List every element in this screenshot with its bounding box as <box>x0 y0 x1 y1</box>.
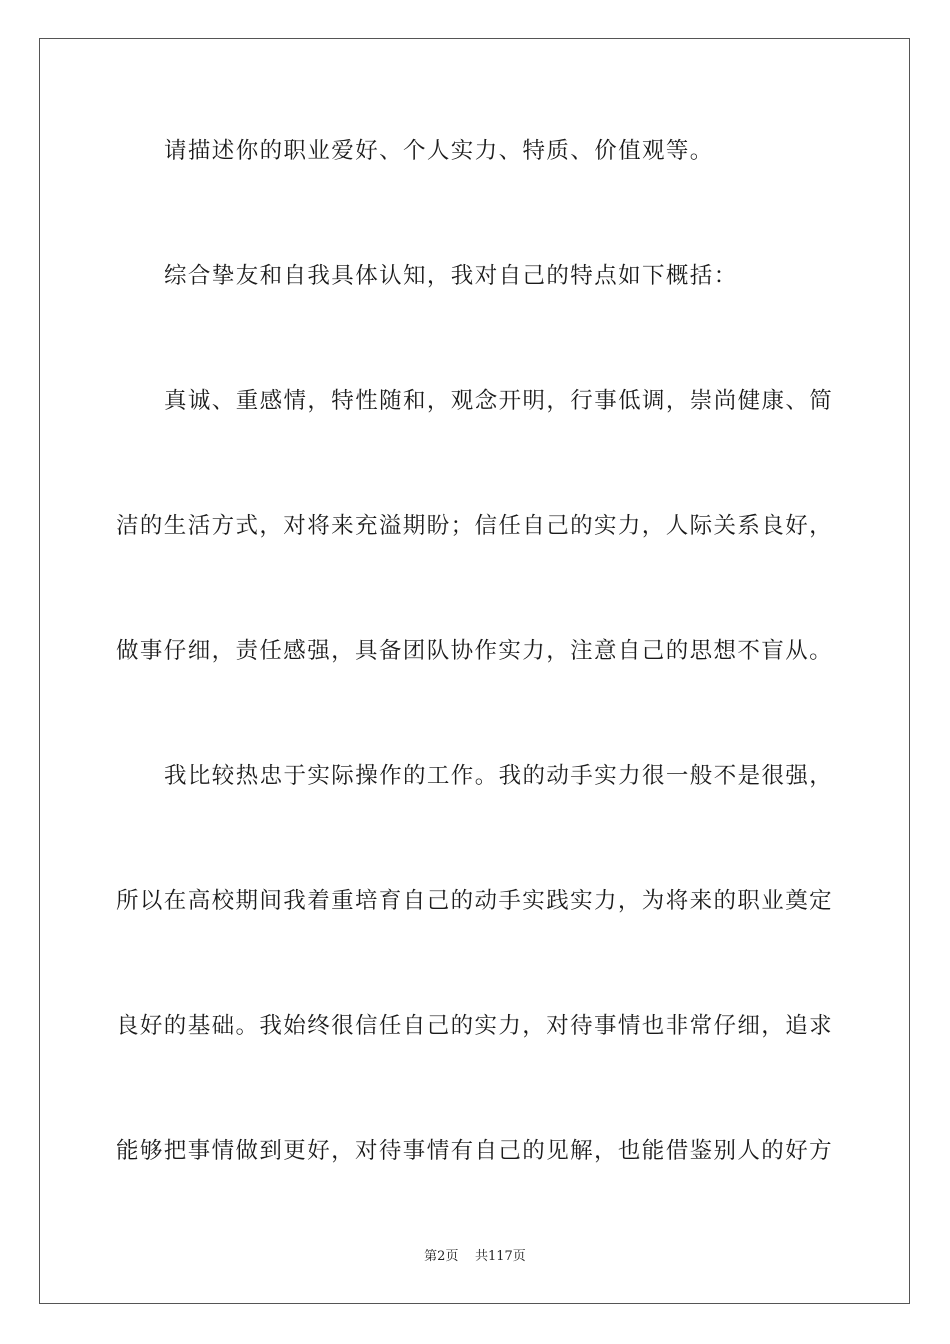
page-footer <box>0 1245 950 1264</box>
paragraph-line: 做事仔细，责任感强，具备团队协作实力，注意自己的思想不盲从。 <box>116 638 834 664</box>
paragraph-line: 我比较热忠于实际操作的工作。我的动手实力很一般不是很强， <box>164 763 834 789</box>
paragraph-line: 所以在高校期间我着重培育自己的动手实践实力，为将来的职业奠定 <box>116 888 834 914</box>
page-total: 共117页 <box>474 1249 526 1264</box>
paragraph-line: 良好的基础。我始终很信任自己的实力，对待事情也非常仔细，追求 <box>116 1013 834 1039</box>
paragraph-line: 综合挚友和自我具体认知，我对自己的特点如下概括： <box>164 263 738 289</box>
paragraph-line: 真诚、重感情，特性随和，观念开明，行事低调，崇尚健康、简 <box>164 388 834 414</box>
paragraph-line: 洁的生活方式，对将来充溢期盼；信任自己的实力，人际关系良好， <box>116 513 834 539</box>
page-number: 第2页 <box>424 1249 459 1264</box>
paragraph-line: 能够把事情做到更好，对待事情有自己的见解，也能借鉴别人的好方 <box>116 1138 834 1164</box>
page-frame <box>39 38 910 1304</box>
paragraph-line: 请描述你的职业爱好、个人实力、特质、价值观等。 <box>164 138 714 164</box>
